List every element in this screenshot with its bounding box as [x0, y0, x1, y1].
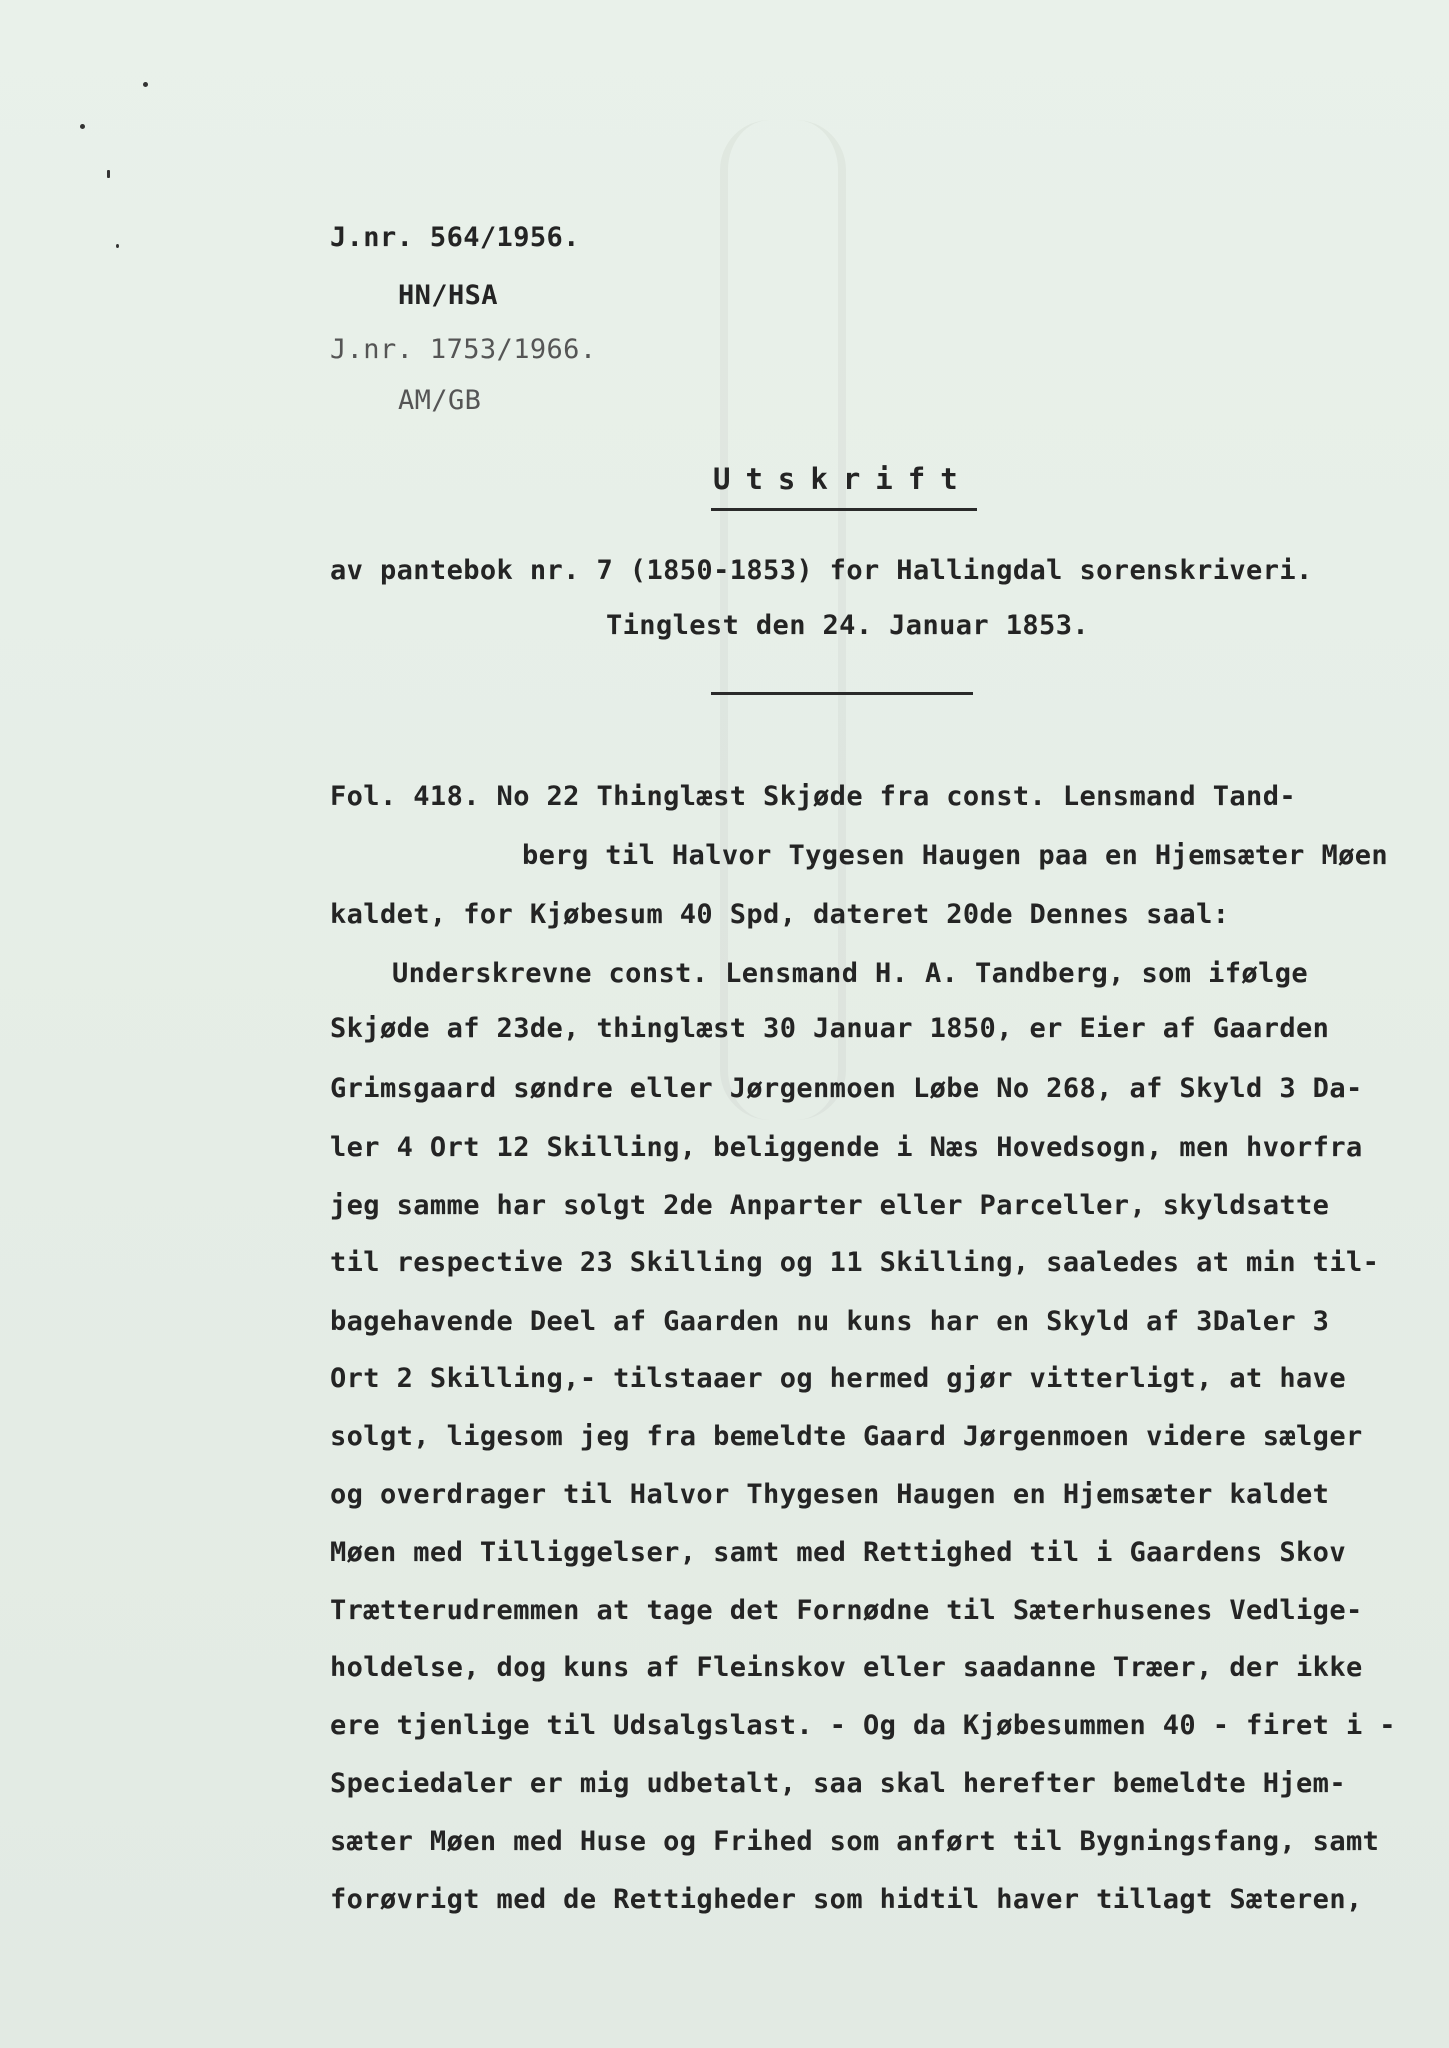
journal-ref-2: J.nr. 1753/1966. [330, 334, 597, 365]
document-title: Utskrift [713, 462, 973, 496]
body-line: Møen med Tilliggelser, samt med Rettighed til i Gaardens Skov [330, 1537, 1346, 1568]
body-line: Ort 2 Skilling,- tilstaaer og hermed gjør vitterligt, at have [330, 1363, 1346, 1394]
body-line: jeg samme har solgt 2de Anparter eller Parceller, skyldsatte [330, 1190, 1330, 1221]
body-line: Fol. 418. No 22 Thinglæst Skjøde fra const. Lensmand Tand- [330, 781, 1297, 812]
body-line: ler 4 Ort 12 Skilling, beliggende i Næs Hovedsogn, men hvorfra [330, 1132, 1363, 1163]
subtitle-line-2: Tinglest den 24. Januar 1853. [606, 610, 1090, 641]
margin-mark [143, 82, 148, 87]
body-line: til respective 23 Skilling og 11 Skilling, saaledes at min til- [330, 1247, 1380, 1278]
body-line: forøvrigt med de Rettigheder som hidtil haver tillagt Sæteren, [330, 1884, 1363, 1915]
initials-1: HN/HSA [398, 280, 498, 311]
body-line: sæter Møen med Huse og Frihed som anført til Bygningsfang, samt [330, 1826, 1380, 1857]
title-underline [711, 508, 977, 511]
body-line: Trætterudremmen at tage det Fornødne til Sæterhusenes Vedlige- [330, 1595, 1363, 1626]
body-line: Underskrevne const. Lensmand H. A. Tandberg, som ifølge [392, 958, 1309, 989]
body-line: kaldet, for Kjøbesum 40 Spd, dateret 20de Dennes saal: [330, 899, 1230, 930]
separator-rule [711, 692, 973, 695]
journal-ref-1: J.nr. 564/1956. [330, 222, 580, 253]
body-line: solgt, ligesom jeg fra bemeldte Gaard Jørgenmoen videre sælger [330, 1421, 1363, 1452]
body-line: bagehavende Deel af Gaarden nu kuns har en Skyld af 3Daler 3 [330, 1306, 1330, 1337]
subtitle-line-1: av pantebok nr. 7 (1850-1853) for Hallingdal sorenskriveri. [330, 555, 1313, 586]
body-line: Skjøde af 23de, thinglæst 30 Januar 1850, er Eier af Gaarden [330, 1013, 1330, 1044]
initials-2: AM/GB [398, 385, 482, 416]
body-line: Speciedaler er mig udbetalt, saa skal herefter bemeldte Hjem- [330, 1768, 1346, 1799]
margin-mark [107, 170, 110, 178]
body-line: Grimsgaard søndre eller Jørgenmoen Løbe No 268, af Skyld 3 Da- [330, 1073, 1363, 1104]
body-line: ere tjenlige til Udsalgslast. - Og da Kjøbesummen 40 - firet i - [330, 1710, 1396, 1741]
margin-mark [80, 124, 85, 129]
body-line: holdelse, dog kuns af Fleinskov eller saadanne Træer, der ikke [330, 1652, 1363, 1683]
margin-mark [116, 244, 119, 248]
body-line: berg til Halvor Tygesen Haugen paa en Hjemsæter Møen [522, 840, 1389, 871]
body-line: og overdrager til Halvor Thygesen Haugen en Hjemsæter kaldet [330, 1479, 1330, 1510]
